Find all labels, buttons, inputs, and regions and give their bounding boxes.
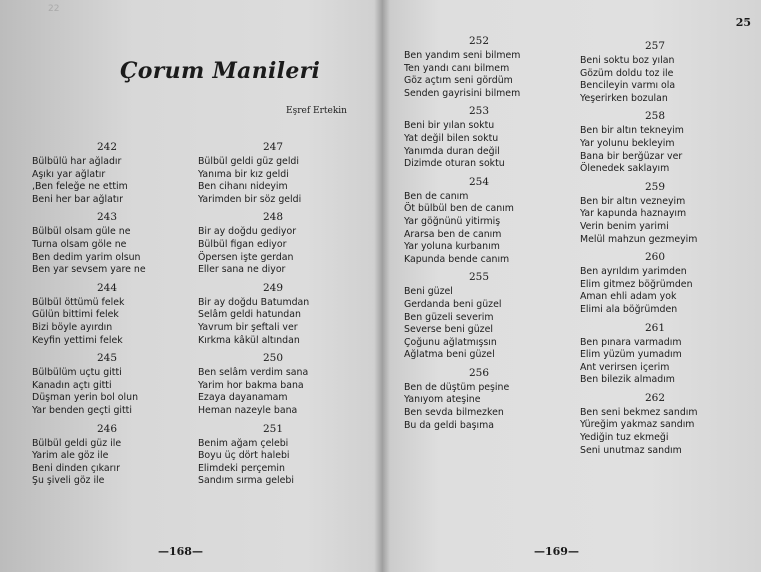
- folio-left: —168—: [158, 545, 203, 558]
- verse-line: Dizimde oturan soktu: [404, 158, 505, 170]
- verse-line: Aman ehli adam yok: [580, 291, 677, 303]
- mani-verse: [32, 297, 182, 347]
- verse-line: Bülbül öttümü felek: [32, 296, 125, 308]
- corner-mark: 22: [48, 4, 60, 14]
- verse-line: Ben bilezik almadım: [580, 374, 675, 386]
- mani-verse: [32, 156, 182, 206]
- verse-line: Bülbül olsam güle ne: [32, 226, 131, 238]
- verse-line: Bülbül geldi güz geldi: [198, 156, 299, 167]
- verse-line: Ben pınara varmadım: [580, 336, 682, 348]
- verse-line: Ben yandım seni bilmem: [404, 50, 521, 61]
- mani-verse: [580, 337, 730, 387]
- verse-line: Kırkma kâkül altından: [198, 334, 300, 346]
- verse-number: 260: [644, 251, 666, 264]
- verse-line: Ben cihanı nideyim: [198, 181, 288, 193]
- left-column-2: [198, 141, 348, 493]
- verse-line: Yeşerirken bozulan: [580, 92, 668, 104]
- verse-number: 249: [262, 281, 284, 294]
- verse-line: Bülbül geldi güz ile: [32, 437, 122, 449]
- verse-line: Yar benden geçti gitti: [32, 404, 132, 416]
- verse-line: Bülbülüm uçtu gitti: [32, 367, 122, 379]
- verse-number: 257: [644, 40, 666, 52]
- mani-verse: [580, 407, 730, 457]
- verse-line: ,Ben feleğe ne ettim: [32, 181, 128, 193]
- verse-line: Ten yandı canı bilmem: [404, 62, 510, 74]
- right-column-2: [580, 40, 730, 462]
- verse-line: Bana bir berğüzar ver: [580, 150, 683, 162]
- verse-number: 262: [644, 391, 666, 404]
- mani-verse: [580, 266, 730, 316]
- verse-number: 254: [468, 175, 490, 188]
- verse-line: Yat değil bilen soktu: [404, 132, 499, 144]
- book-gutter: [374, 0, 390, 572]
- verse-line: Seni unutmaz sandım: [580, 444, 682, 456]
- verse-line: Bir ay doğdu gediyor: [198, 226, 297, 238]
- verse-number: 251: [262, 422, 284, 435]
- mani-verse: [580, 55, 730, 105]
- verse-line: Keyfin yettimi felek: [32, 334, 123, 346]
- verse-line: Düşman yerin bol olun: [32, 392, 139, 404]
- verse-line: Ben güzeli severim: [404, 311, 494, 323]
- verse-line: Ölenedek saklayım: [580, 163, 670, 175]
- verse-line: Çoğunu ağlatmışsın: [404, 336, 497, 348]
- verse-line: Öpersen işte gerdan: [198, 251, 294, 263]
- verse-number: 243: [96, 211, 118, 224]
- author-name: Eşref Ertekin: [286, 106, 347, 116]
- mani-verse: [198, 156, 348, 206]
- mani-verse: [198, 367, 348, 417]
- verse-line: Sandım sırma gelebi: [198, 475, 294, 487]
- folio-right: —169—: [534, 545, 579, 558]
- verse-line: Öt bülbül ben de canım: [404, 203, 514, 215]
- verse-line: Severse beni güzel: [404, 324, 493, 336]
- verse-number: 258: [644, 110, 666, 123]
- verse-number: 261: [644, 321, 666, 334]
- verse-number: 248: [262, 211, 284, 224]
- mani-verse: [198, 297, 348, 347]
- verse-line: Bülbülü har ağladır: [32, 156, 122, 167]
- verse-line: Yar kapunda haznayım: [580, 208, 687, 220]
- verse-number: 247: [262, 141, 284, 153]
- verse-line: Ant verirsen içerim: [580, 361, 670, 373]
- verse-line: Yarimden bir söz geldi: [198, 193, 302, 205]
- mani-verse: [580, 125, 730, 175]
- verse-line: Beni güzel: [404, 286, 453, 298]
- verse-line: Melül mahzun gezmeyim: [580, 233, 698, 245]
- verse-line: Aşıkı yar ağlatır: [32, 168, 106, 180]
- verse-number: 259: [644, 180, 666, 193]
- verse-number: 244: [96, 281, 118, 294]
- verse-line: Ben bir altın vezneyim: [580, 195, 686, 207]
- verse-line: Ezaya dayanamam: [198, 392, 288, 404]
- verse-line: Gözüm doldu toz ile: [580, 67, 674, 79]
- verse-line: Ben de canım: [404, 190, 469, 202]
- mani-verse: [404, 286, 554, 362]
- verse-line: Senden gayrisini bilmem: [404, 87, 521, 99]
- verse-line: Ben yar sevsem yare ne: [32, 264, 146, 276]
- mani-verse: [404, 191, 554, 267]
- verse-line: Heman nazeyle bana: [198, 404, 298, 416]
- mani-verse: [32, 438, 182, 488]
- verse-line: Ben dedim yarim olsun: [32, 251, 141, 263]
- verse-line: Beni her bar ağlatır: [32, 193, 123, 205]
- verse-line: Selâm geldi hatundan: [198, 309, 301, 321]
- mani-verse: [404, 120, 554, 170]
- verse-line: Bizi böyle ayırdın: [32, 321, 113, 333]
- verse-line: Ben de düştüm peşine: [404, 381, 510, 393]
- verse-line: Beni dinden çıkarır: [32, 462, 120, 474]
- verse-line: Yar göğnünü yitirmiş: [404, 215, 501, 227]
- verse-line: Bülbül figan ediyor: [198, 238, 287, 250]
- verse-line: Bir ay doğdu Batumdan: [198, 296, 310, 308]
- verse-line: Yediğin tuz ekmeği: [580, 432, 669, 444]
- verse-line: Verin benim yarimi: [580, 220, 669, 232]
- verse-line: Elimdeki perçemin: [198, 462, 285, 474]
- verse-line: Beni bir yılan soktu: [404, 120, 495, 132]
- verse-line: Şu şiveli göz ile: [32, 475, 105, 487]
- verse-line: Beni soktu boz yılan: [580, 55, 675, 66]
- verse-line: Elim yüzüm yumadım: [580, 349, 682, 361]
- left-column-1: [32, 141, 182, 493]
- mani-verse: [198, 438, 348, 488]
- verse-line: Boyu üç dört halebi: [198, 450, 290, 462]
- verse-line: Eller sana ne diyor: [198, 264, 286, 276]
- mani-verse: [32, 226, 182, 276]
- verse-line: Ben selâm verdim sana: [198, 367, 309, 379]
- verse-line: Yavrum bir şeftali ver: [198, 321, 298, 333]
- mani-verse: [404, 382, 554, 432]
- verse-number: 256: [468, 366, 490, 379]
- verse-line: Yanıma bir kız geldi: [198, 168, 289, 180]
- verse-line: Kanadın açtı gitti: [32, 379, 112, 391]
- verse-line: Gülün bittimi felek: [32, 309, 119, 321]
- mani-verse: [32, 367, 182, 417]
- right-page: [382, 0, 761, 572]
- page-title: Çorum Manileri: [120, 58, 321, 84]
- verse-line: Yüreğim yakmaz sandım: [580, 419, 695, 431]
- mani-verse: [198, 226, 348, 276]
- verse-line: Göz açtım seni gördüm: [404, 75, 513, 87]
- verse-line: Yarim ale göz ile: [32, 450, 109, 462]
- verse-line: Yar yoluna kurbanım: [404, 241, 500, 253]
- verse-line: Ben bir altın tekneyim: [580, 125, 684, 137]
- verse-number: 245: [96, 352, 118, 365]
- verse-number: 253: [468, 105, 490, 118]
- verse-line: Ağlatma beni güzel: [404, 349, 495, 361]
- page-number: 25: [735, 16, 751, 29]
- verse-line: Gerdanda beni güzel: [404, 298, 502, 310]
- verse-line: Kapunda bende canım: [404, 253, 510, 265]
- verse-number: 242: [96, 141, 118, 153]
- right-column-1: [404, 35, 554, 437]
- verse-line: Yar yolunu bekleyim: [580, 137, 675, 149]
- verse-line: Bu da geldi başıma: [404, 419, 494, 431]
- verse-line: Yarim hor bakma bana: [198, 379, 304, 391]
- verse-line: Benim ağam çelebi: [198, 437, 289, 449]
- verse-line: Ben seni bekmez sandım: [580, 406, 698, 418]
- verse-line: Ararsa ben de canım: [404, 228, 502, 240]
- mani-verse: [404, 50, 554, 100]
- verse-line: Turna olsam göle ne: [32, 238, 127, 250]
- verse-line: Bencileyin varmı ola: [580, 80, 676, 92]
- verse-line: Ben sevda bilmezken: [404, 407, 504, 419]
- verse-number: 255: [468, 271, 490, 284]
- verse-line: Yanıyom ateşine: [404, 394, 481, 406]
- verse-line: Elimi ala böğrümden: [580, 303, 678, 315]
- mani-verse: [580, 196, 730, 246]
- verse-number: 252: [468, 35, 490, 47]
- verse-number: 250: [262, 352, 284, 365]
- verse-number: 246: [96, 422, 118, 435]
- verse-line: Yanımda duran değil: [404, 145, 500, 157]
- verse-line: Ben ayrıldım yarimden: [580, 266, 687, 278]
- verse-line: Elim gitmez böğrümden: [580, 278, 693, 290]
